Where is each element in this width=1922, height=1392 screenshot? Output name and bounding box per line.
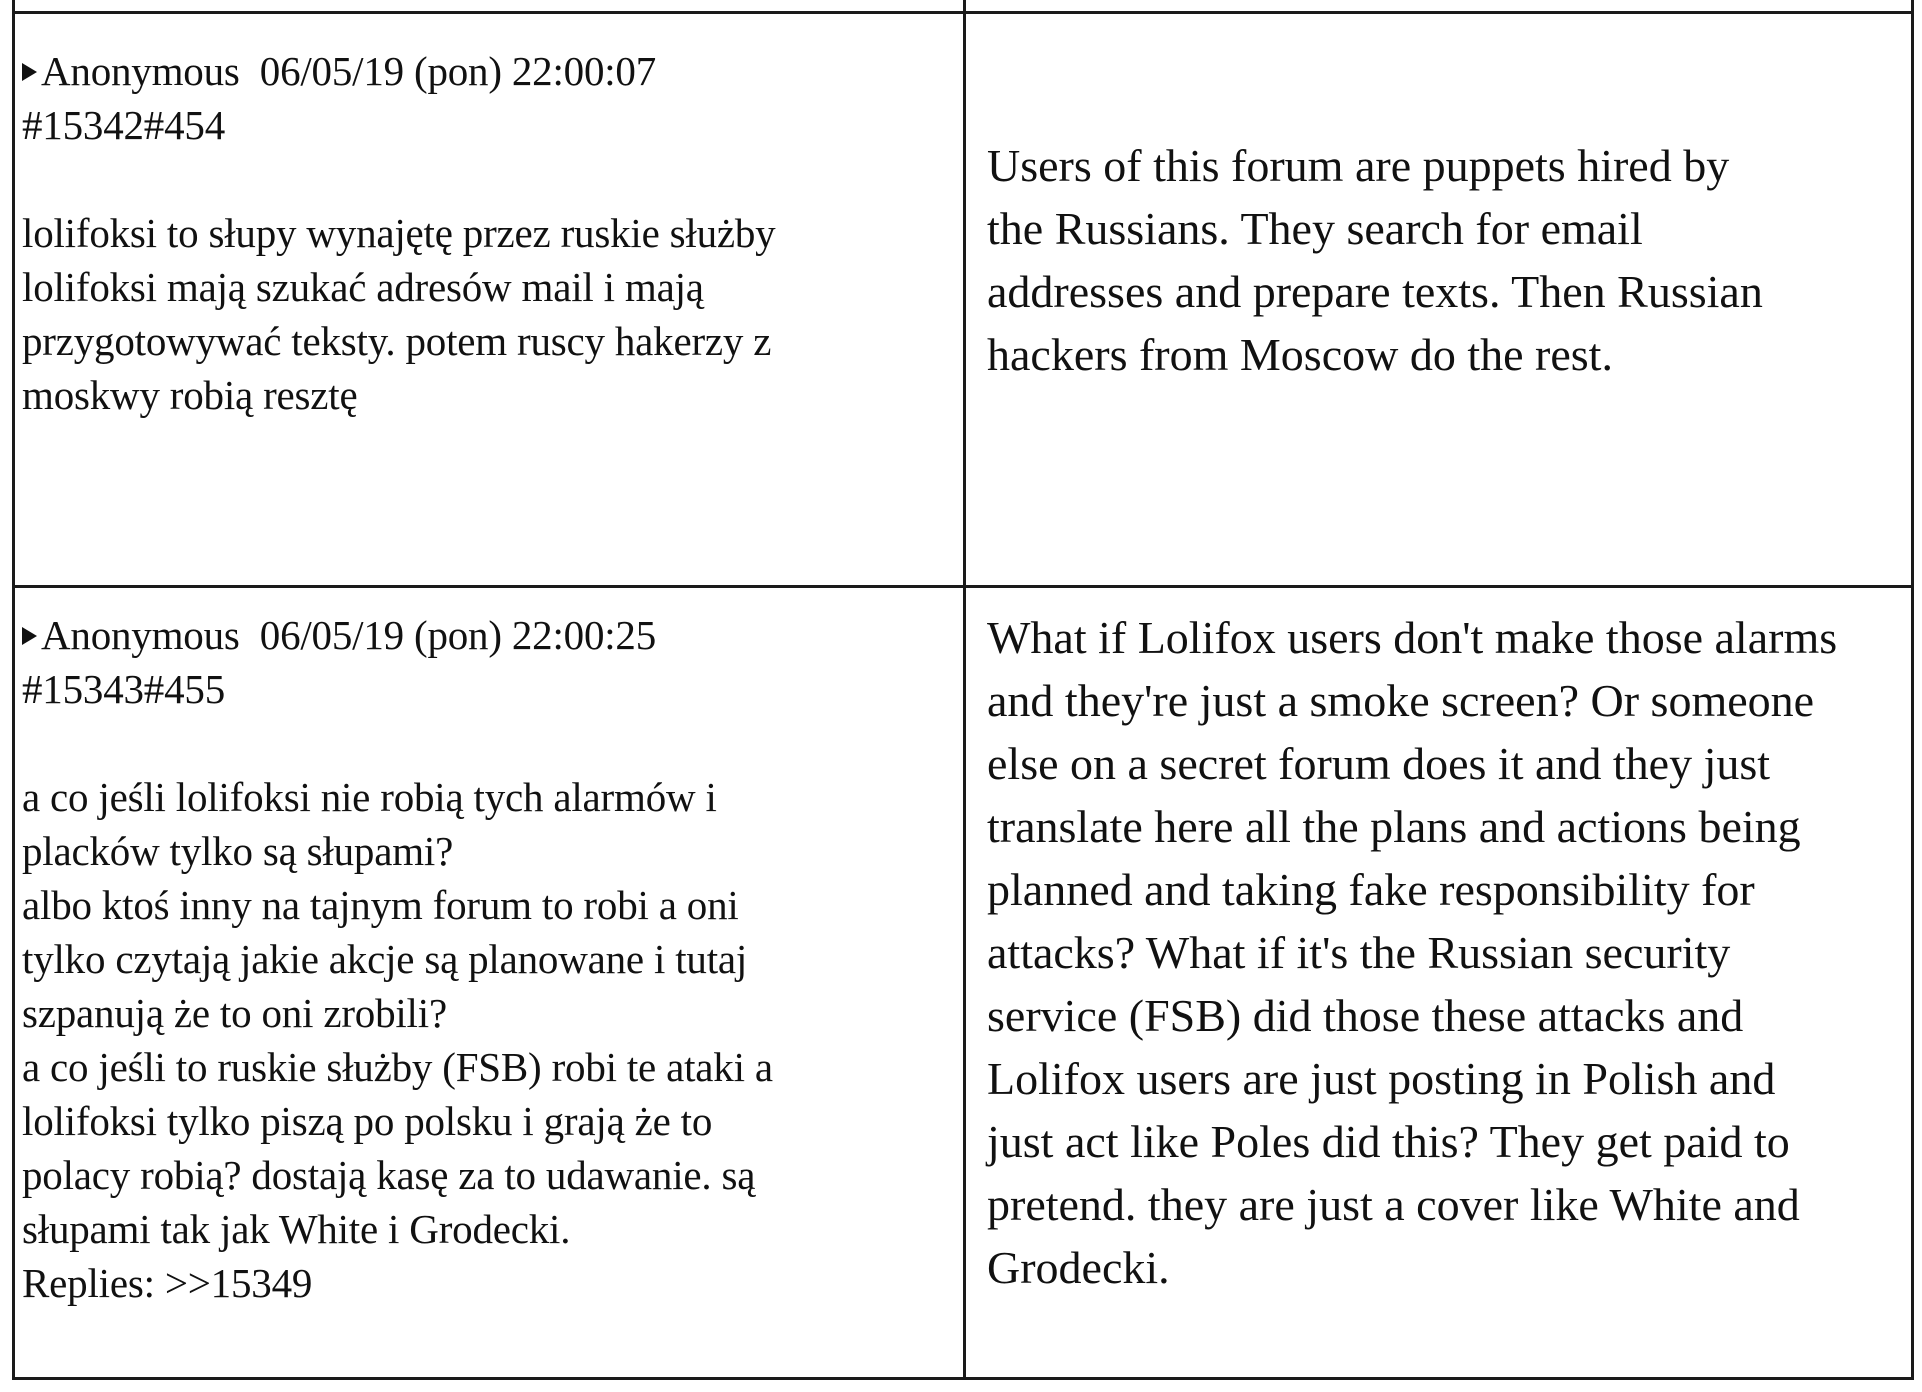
post-1-text-line: lolifoksi mają szukać adresów mail i mają <box>22 264 704 310</box>
post-1-translation-cell <box>977 14 1907 585</box>
post-2-text-line: tylko czytają jakie akcje są planowane i tutaj <box>22 936 748 982</box>
post-2-translation-line: Grodecki. <box>987 1242 1170 1293</box>
post-1-translation-line: addresses and prepare texts. Then Russian <box>987 266 1763 317</box>
post-2-translation-line: just act like Poles did this? They get paid to <box>987 1116 1790 1167</box>
post-2-translation-line: pretend. they are just a cover like White and <box>987 1179 1800 1230</box>
post-1-date: 06/05/19 (pon) 22:00:07 <box>259 48 657 94</box>
post-2-translation-line: What if Lolifox users don't make those alarms <box>987 612 1838 663</box>
post-1-translation-line: hackers from Moscow do the rest. <box>987 329 1613 380</box>
expand-triangle-icon[interactable] <box>22 63 37 81</box>
post-2-text-line: polacy robią? dostają kasę za to udawanie. są <box>22 1152 756 1198</box>
post-2-text-line: albo ktoś inny na tajnym forum to robi a oni <box>22 882 739 928</box>
post-2-text-line: placków tylko są słupami? <box>22 828 454 874</box>
table-column-divider <box>963 0 966 1377</box>
post-1-author: Anonymous <box>41 48 240 94</box>
post-2-text-line: słupami tak jak White i Grodecki. <box>22 1206 571 1252</box>
post-1-text-line: moskwy robią resztę <box>22 372 358 418</box>
post-2-original-cell <box>12 588 962 1368</box>
post-2-original <box>12 588 962 1310</box>
expand-triangle-icon[interactable] <box>22 627 37 645</box>
post-2-date: 06/05/19 (pon) 22:00:25 <box>259 612 657 658</box>
post-1-original <box>12 14 962 422</box>
post-2-translation <box>977 588 1907 1299</box>
post-1-translation <box>977 14 1907 386</box>
post-2-translation-line: attacks? What if it's the Russian security <box>987 927 1731 978</box>
post-2-header <box>22 608 962 662</box>
post-2-translation-line: translate here all the plans and actions being <box>987 801 1801 852</box>
post-2-id: #15343#455 <box>22 666 226 712</box>
post-1-translation-line: the Russians. They search for email <box>987 203 1643 254</box>
post-1-translation-line: Users of this forum are puppets hired by <box>987 140 1730 191</box>
post-2-translation-line: planned and taking fake responsibility for <box>987 864 1755 915</box>
post-1-original-cell <box>12 14 962 585</box>
post-2-text-line: szpanują że to oni zrobili? <box>22 990 447 1036</box>
post-2-replies-link[interactable]: Replies: >>15349 <box>22 1260 313 1306</box>
post-1-id: #15342#454 <box>22 102 226 148</box>
post-1-text-line: przygotowywać teksty. potem ruscy hakerzy z <box>22 318 772 364</box>
post-2-text-line: lolifoksi tylko piszą po polsku i grają że to <box>22 1098 713 1144</box>
post-2-translation-cell <box>977 588 1907 1368</box>
post-2-translation-line: service (FSB) did those these attacks and <box>987 990 1744 1041</box>
post-2-text-line: a co jeśli lolifoksi nie robią tych alarmów i <box>22 774 717 820</box>
post-2-translation-line: and they're just a smoke screen? Or someone <box>987 675 1815 726</box>
post-2-author: Anonymous <box>41 612 240 658</box>
post-2-translation-line: Lolifox users are just posting in Polish and <box>987 1053 1776 1104</box>
post-2-translation-line: else on a secret forum does it and they just <box>987 738 1771 789</box>
post-2-text-line: a co jeśli to ruskie służby (FSB) robi te ataki a <box>22 1044 773 1090</box>
post-1-header <box>22 44 962 98</box>
post-1-text-line: lolifoksi to słupy wynajętę przez ruskie służby <box>22 210 776 256</box>
